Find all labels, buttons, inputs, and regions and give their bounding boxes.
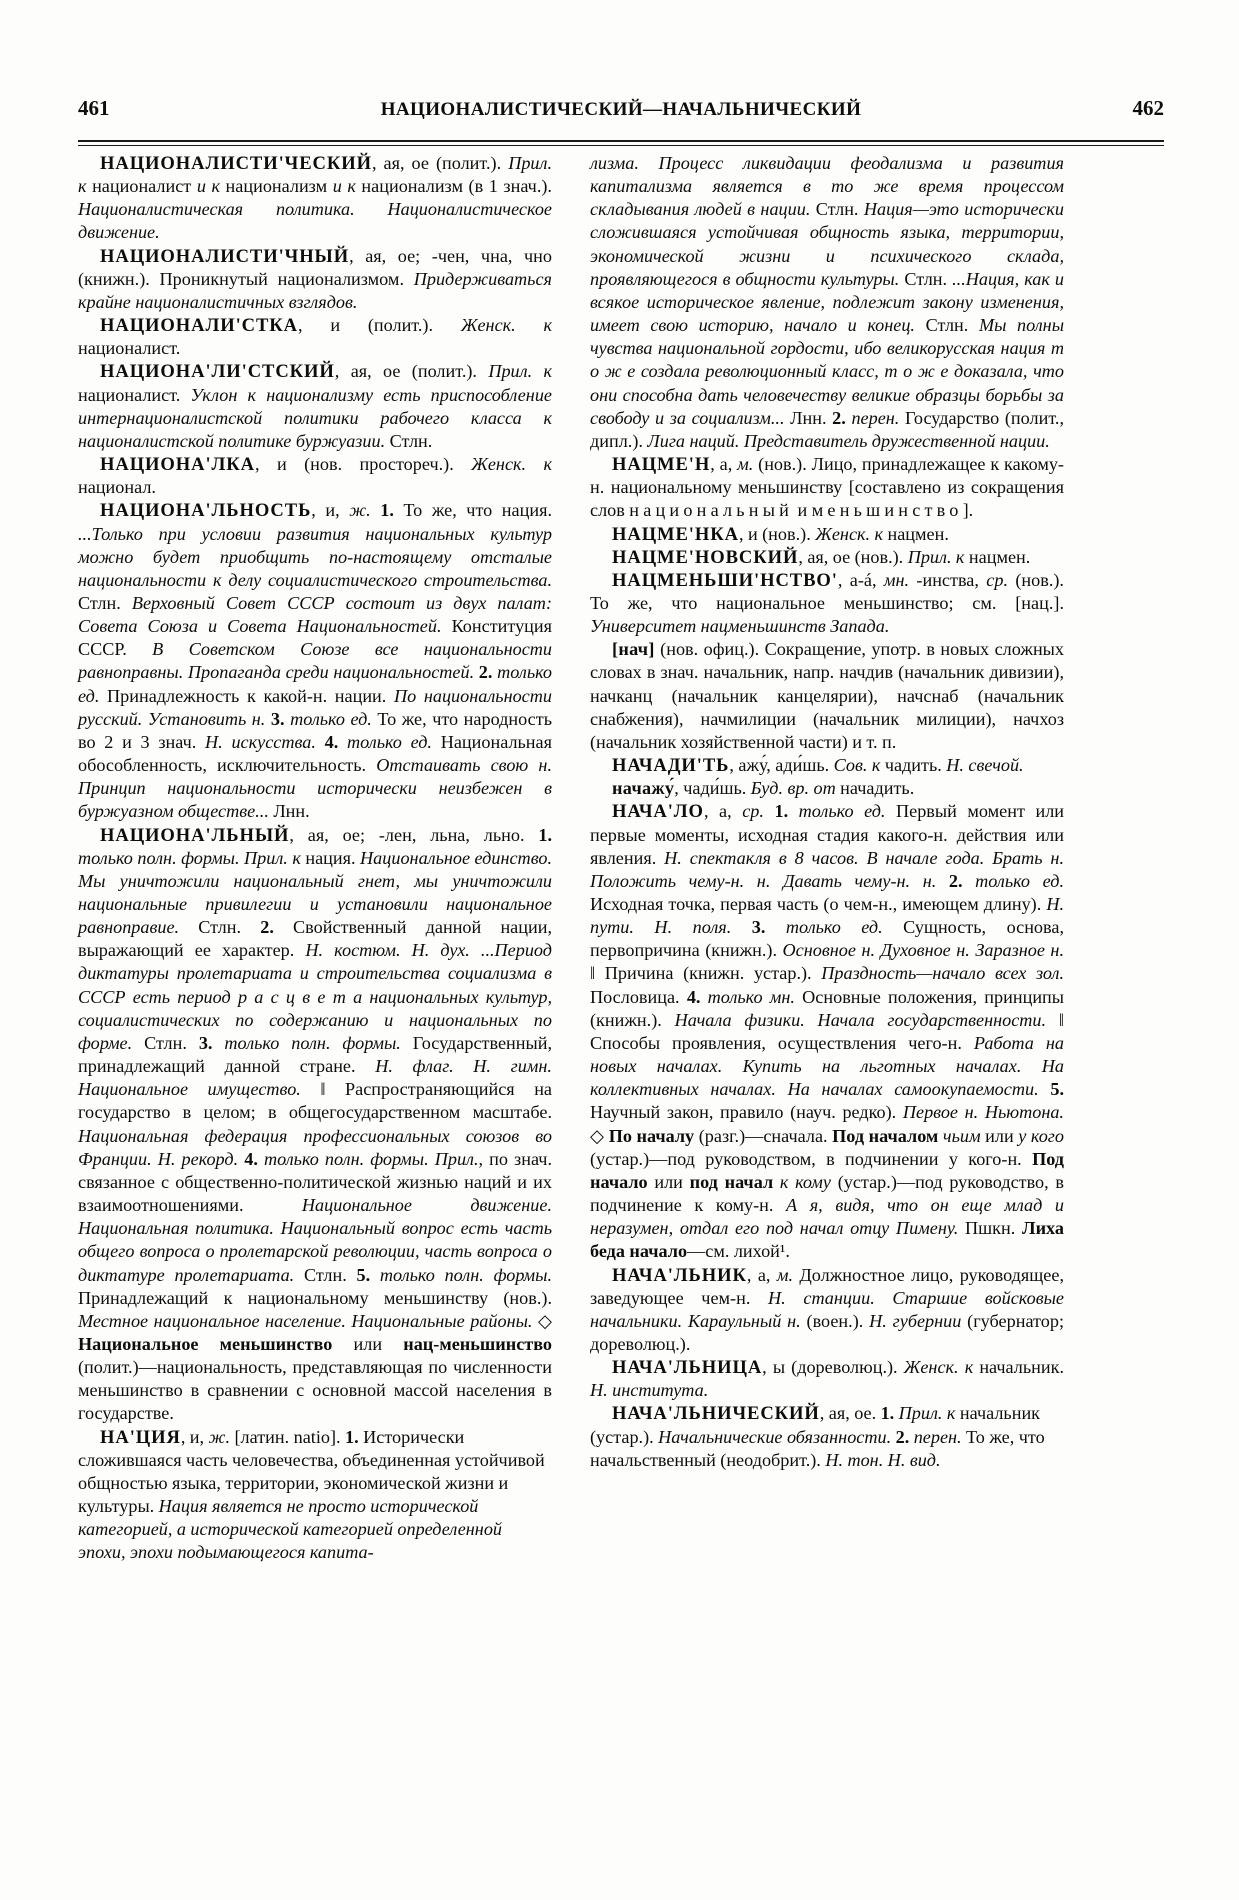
header-rule [78, 140, 1164, 146]
entry-body: , и (полит.). Женск. к националист. [78, 315, 552, 359]
entry-headword: НАЦИОНА'ЛКА [100, 454, 256, 476]
dictionary-entry [590, 1402, 1064, 1471]
entry-body: , ая, ое; -чен, чна, чно (книжн.). Проникнутый национализмом. Придерживаться крайне националистичных взглядов. [78, 245, 552, 312]
dictionary-entry [78, 499, 552, 823]
entry-headword: НАЧА'ЛО [612, 801, 704, 823]
entry-headword: НАЧАДИ'ТЬ [612, 755, 730, 777]
entry-headword: НАЦИОНА'ЛЬНЫЙ [100, 824, 290, 846]
entry-body: , а-á, мн. -инства, ср. (нов.). То же, что национальное меньшинство; см. [нац.]. Университет нацменьшинств Запада. [590, 569, 1064, 637]
dictionary-entry [78, 245, 552, 314]
entry-body: , и (нов.). Женск. к нацмен. [738, 523, 949, 544]
entry-headword: НА'ЦИЯ [100, 1426, 181, 1448]
entry-body: , ая, ое (нов.). Прил. к нацмен. [798, 546, 1031, 567]
entry-headword: НАЦИОНАЛИСТИ'ЧНЫЙ [100, 245, 350, 267]
dictionary-entry [590, 152, 1064, 453]
entry-headword: НАЦМЕ'Н [612, 454, 711, 476]
dictionary-entry [78, 152, 552, 245]
entry-body: , а, ср. 1. только ед. Первый момент или первые моменты, исходная стадия какого-н. действия или явления. Н. спектакля в 8 часов. В начале года. Брать н. Положить чему-н. н. Давать чему-н. н. 2. только ед. Исходная точка, первая часть (о чем-н., имеющем длину). Н. пути. Н. поля. 3. только ед. Сущность, основа, первопричина (книжн.). Основное н. Духовное н. Заразное н. ‖ Причина (книжн. устар.). Праздность—начало всех зол. Пословица. 4. только мн. Основные положения, принципы (книжн.). Начала физики. Начала государственности. ‖ Способы проявления, осуществления чего-н. Работа на новых началах. Купить на льготных началах. На коллективных началах. На началах самоокупаемости. 5. Научный закон, правило (науч. редко). Первое н. Ньютона. ◇ По началу (разг.)—сначала. Под началом чьим или у кого (устар.)—под руководством, в подчинении у кого-н. Под начало или под начал к кому (устар.)—под руководство, в подчинение к кому-н. А я, видя, что он еще млад и неразумен, отдал его под начал отцу Пимену. Пшкн. Лиха беда начало—см. лихой¹. [590, 801, 1065, 1262]
dictionary-entry [78, 314, 552, 360]
entry-body: , и (нов. простореч.). Женск. к национал. [78, 454, 552, 498]
dictionary-entry [590, 754, 1064, 777]
dictionary-entry [590, 1356, 1064, 1402]
dictionary-entry [78, 1426, 552, 1565]
running-title: НАЦИОНАЛИСТИЧЕСКИЙ—НАЧАЛЬНИЧЕСКИЙ [380, 99, 862, 120]
entry-body: (нов. офиц.). Сокращение, употр. в новых сложных словах в знач. начальник, напр. начдив (начальник дивизии), начканц (начальник канцелярии), начснаб (начальник снабжения), начмилиции (начальник милиции), начхоз (начальник хозяйственной части) и т. п. [590, 639, 1064, 752]
running-head [78, 96, 1164, 126]
entry-body: , и, ж. [латин. natio]. 1. Исторически сложившаяся часть человечества, объединенная устойчивой общностью языка, территории, экономической жизни и культуры. Нация является не просто исторической категорией, а исторической категорией определенной эпохи, эпохи подымающегося капита- [78, 1426, 545, 1563]
dictionary-entry [590, 523, 1064, 546]
dictionary-entry [590, 777, 1064, 800]
entry-headword: НАЧА'ЛЬНИК [612, 1264, 747, 1286]
dictionary-entry [590, 453, 1064, 522]
entry-headword: НАЧА'ЛЬНИЧЕСКИЙ [612, 1403, 820, 1425]
dictionary-entry [590, 546, 1064, 569]
column-left [78, 152, 552, 1852]
dictionary-entry [590, 638, 1064, 754]
entry-headword: НАЦИОНА'ЛИ'СТСКИЙ [100, 361, 335, 383]
dictionary-entry [590, 800, 1064, 1263]
entry-headword: [нач] [612, 639, 655, 660]
entry-body: , ая, ое. 1. Прил. к начальник (устар.). Начальнические обязанности. 2. перен. То же, что начальственный (неодобрит.). Н. тон. Н. вид. [590, 1403, 1045, 1470]
dictionary-entry [78, 453, 552, 499]
dictionary-entry [590, 569, 1064, 638]
entry-headword: НАЦИОНАЛИ'СТКА [100, 315, 298, 337]
entry-headword: НАЦМЕНЬШИ'НСТВО' [612, 569, 838, 591]
entry-body: , чади́шь. Буд. вр. от начадить. [674, 778, 915, 799]
entry-body: , а, м. (нов.). Лицо, принадлежащее к какому-н. национальному меньшинству [составлено из сокращения слов национальный и меньшинство]. [590, 454, 1064, 521]
entry-body: , ажу́, ади́шь. Сов. к чадить. Н. свечой. [729, 755, 1024, 776]
entry-body: , ая, ое (полит.). Прил. к националист. Уклон к национализму есть приспособление интернационалистской политики рабочего класса к националистской политике буржуазии. Стлн. [78, 361, 552, 451]
entry-headword: НАЦИОНА'ЛЬНОСТЬ [100, 500, 312, 522]
text-columns [78, 152, 1164, 1852]
entry-headword: НАЦМЕ'НОВСКИЙ [612, 546, 799, 568]
entry-body: , ая, ое (полит.). Прил. к националист и к национализм и к национализм (в 1 знач.). Националистическая политика. Националистическое движение. [78, 153, 552, 243]
entry-body: лизма. Процесс ликвидации феодализма и развития капитализма является в то же время процессом складывания людей в нации. Стлн. Нация—это исторически сложившаяся устойчивая общность языка, территории, экономической жизни и психического склада, проявляющегося в общности культуры. Стлн. ...Нация, как и всякое историческое явление, подлежит закону изменения, имеет свою историю, начало и конец. Стлн. Мы полны чувства национальной гордости, ибо великорусская нация т о ж е создала революционный класс, т о ж е доказала, что они способна дать человечеству великие образцы борьбы за свободу и за социализм... Лнн. 2. перен. Государство (полит., дипл.). Лига наций. Представитель дружественной нации. [590, 153, 1065, 451]
entry-body: , ая, ое; -лен, льна, льно. 1. только полн. формы. Прил. к нация. Национальное единство. Мы уничтожили национальный гнет, мы уничтожили национальные привилегии и установили национальное равноправие. Стлн. 2. Свойственный данной нации, выражающий ее характер. Н. костюм. Н. дух. ...Период диктатуры пролетариата и строительства социализма в СССР есть период р а с ц в е т а национальных культур, социалистических по содержанию и национальных по форме. Стлн. 3. только полн. формы. Государственный, принадлежащий данной стране. Н. флаг. Н. гимн. Национальное имущество. ‖ Распространяющийся на государство в целом; в общегосударственном масштабе. Национальная федерация профессиональных союзов во Франции. Н. рекорд. 4. только полн. формы. Прил., по знач. связанное с общественно-политической жизнью наций и их взаимоотношениями. Национальное движение. Национальная политика. Национальный вопрос есть часть общего вопроса о пролетарской революции, часть вопроса о диктатуре пролетариата. Стлн. 5. только полн. формы. Принадлежащий к национальному меньшинству (нов.). Местное национальное население. Национальные районы. ◇ Национальное меньшинство или нац-меньшинство (полит.)—национальность, представляющая по численности меньшинство в сравнении с основной массой населения в государстве. [78, 824, 553, 1424]
entry-headword: НАЧА'ЛЬНИЦА [612, 1357, 763, 1379]
folio-right: 462 [1132, 96, 1164, 120]
entry-headword: начажу́ [612, 778, 675, 799]
dictionary-entry [590, 1264, 1064, 1357]
entry-body: , ы (дореволюц.). Женск. к начальник. Н. института. [590, 1357, 1064, 1401]
column-right [590, 152, 1064, 1852]
folio-left: 461 [78, 96, 110, 120]
entry-body: , а, м. Должностное лицо, руководящее, заведующее чем-н. Н. станции. Старшие войсковые начальники. Караульный н. (воен.). Н. губернии (губернатор; дореволюц.). [590, 1264, 1065, 1354]
entry-headword: НАЦМЕ'НКА [612, 523, 739, 545]
dictionary-entry [78, 360, 552, 453]
dictionary-entry [78, 824, 552, 1426]
entry-headword: НАЦИОНАЛИСТИ'ЧЕСКИЙ [100, 153, 372, 174]
entry-body: , и, ж. 1. То же, что нация. ...Только при условии развития национальных культур можно будет приобщить по-настоящему отсталые национальности к делу социалистического строительства. Стлн. Верховный Совет СССР состоит из двух палат: Совета Союза и Совета Национальностей. Конституция СССР. В Советском Союзе все национальности равноправны. Пропаганда среди национальностей. 2. только ед. Принадлежность к какой-н. нации. По национальности русский. Установить н. 3. только ед. То же, что народность во 2 и 3 знач. Н. искусства. 4. только ед. Национальная обособленность, исключительность. Отстаивать свою н. Принцип национальности исторически неизбежен в буржуазном обществе... Лнн. [78, 500, 553, 822]
